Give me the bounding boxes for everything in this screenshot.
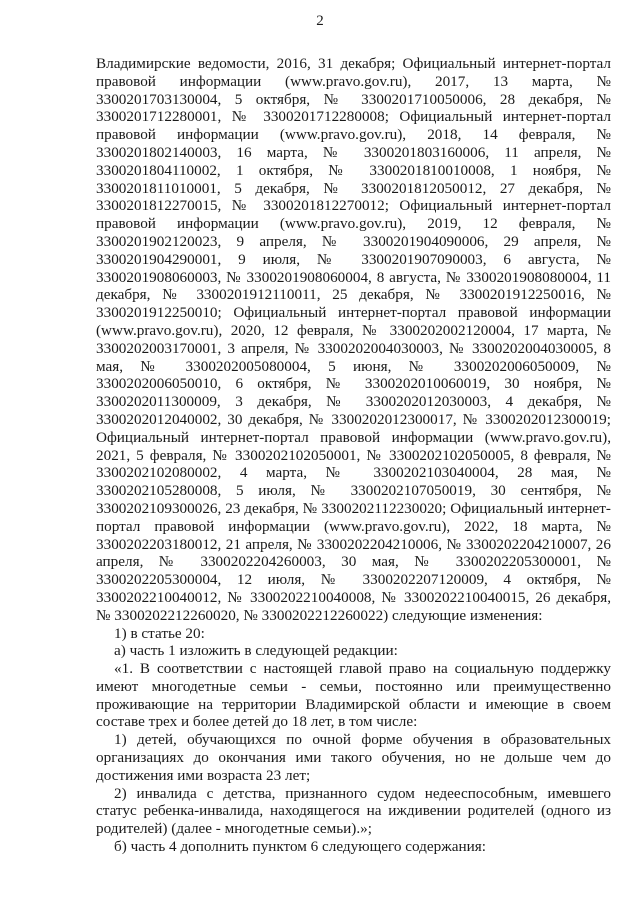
page-number: 2 xyxy=(316,13,324,29)
subitem-2-disabled: 2) инвалида с детства, признанного судом недееспособным, имевшего статус ребенка-инвалида, находящегося на иждивении родителей (одного из родителей) (далее - многодетные семьи).»; xyxy=(96,784,611,838)
article-20-item: 1) в статье 20: xyxy=(114,624,205,642)
subitem-1-students: 1) детей, обучающихся по очной форме обучения в образовательных организациях до окончания ими такого обучения, но не дольше чем до достижения ими возраста 23 лет; xyxy=(96,731,611,784)
document-body xyxy=(96,55,611,856)
part-1-new-text: «1. В соответствии с настоящей главой право на социальную поддержку имеют многодетные семьи - семьи, постоянно или преимущественно проживающие на территории Владимирской области и имеющие в своем составе трех и более детей до 18 лет, в том числе: xyxy=(96,660,611,731)
amendment-sources-paragraph: Владимирские ведомости, 2016, 31 декабря; Официальный интернет-портал правовой информации (www.pravo.gov.ru), 2017, 13 марта, № 3300201703130004, 5 октября, № 3300201710050006, 28 декабря, № 3300201712280001, № 3300201712280008; Официальный интернет-портал правовой информации (www.pravo.gov.ru), 2018, 14 февраля, № 3300201802140003, 16 марта, № 3300201803160006, 11 апреля, № 3300201804110002, 1 октября, № 3300201810010008, 1 ноября, № 3300201811010001, 5 декабря, № 3300201812050012, 27 декабря, № 3300201812270015, № 3300201812270012; Официальный интернет-портал правовой информации (www.pravo.gov.ru), 2019, 12 февраля, № 3300201902120023, 9 апреля, № 3300201904090006, 29 апреля, № 3300201904290001, 9 июля, № 3300201907090003, 6 августа, № 3300201908060003, № 3300201908060004, 8 августа, № 3300201908080004, 11 декабря, № 3300201912110011, 25 декабря, № 3300201912250016, № 3300201912250010; Официальный интернет-портал правовой информации (www.pravo.gov.ru), 2020, 12 февраля, № 3300202002120004, 17 марта, № 3300202003170001, 3 апреля, № 3300202004030003, № 3300202004030005, 8 мая, № 3300202005080004, 5 июня, № 3300202006050009, № 3300202006050010, 6 октября, № 3300202010060019, 30 ноября, № 3300202011300009, 3 декабря, № 3300202012030003, 4 декабря, № 3300202012040002, 30 декабря, № 3300202012300017, № 3300202012300019; Официальный интернет-портал правовой информации (www.pravo.gov.ru), 2021, 5 февраля, № 3300202102050001, № 3300202102050005, 8 февраля, № 3300202102080002, 4 марта, № 3300202103040004, 28 мая, № 3300202105280008, 5 июля, № 3300202107050019, 30 сентября, № 3300202109300026, 23 декабря, № 3300202112230020; Официальный интернет-портал правовой информации (www.pravo.gov.ru), 2022, 18 марта, № 3300202203180012, 21 апреля, № 3300202204210006, № 3300202204210007, 26 апреля, № 3300202204260003, 30 мая, № 3300202205300001, № 3300202205300004, 12 июля, № 3300202207120009, 4 октября, № 3300202210040012, № 3300202210040008, № 3300202210040015, 26 декабря, № 3300202212260020, № 3300202212260022) следующие изменения: xyxy=(96,55,611,624)
part-4-instruction: б) часть 4 дополнить пунктом 6 следующего содержания: xyxy=(114,838,486,856)
part-1-instruction: а) часть 1 изложить в следующей редакции: xyxy=(114,642,398,660)
